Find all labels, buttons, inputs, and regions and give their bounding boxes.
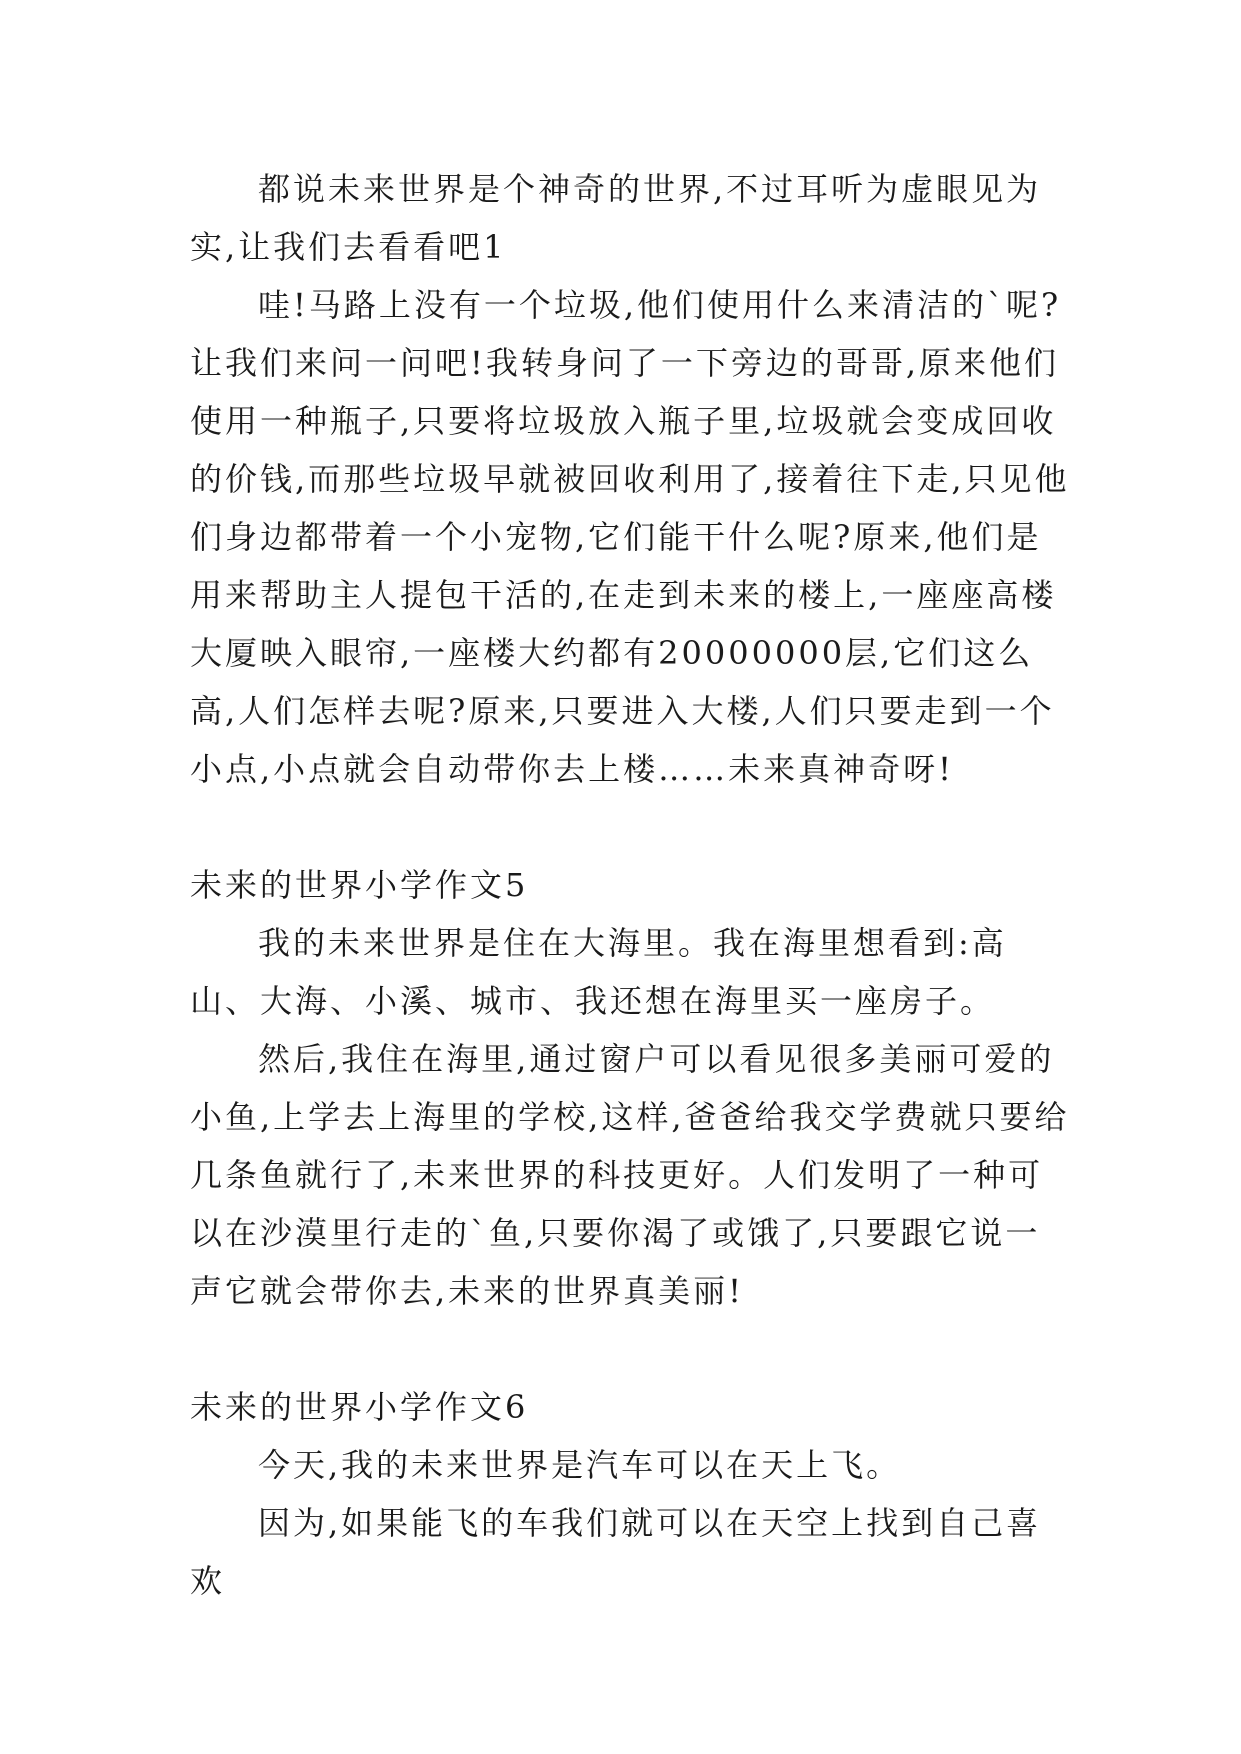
paragraph: 今天,我的未来世界是汽车可以在天上飞。 bbox=[258, 1446, 902, 1484]
paragraph: 都说未来世界是个神奇的世界,不过耳听为虚眼见为实,让我们去看看吧1 bbox=[190, 170, 1042, 266]
document-body bbox=[190, 160, 1070, 1610]
section-heading: 未来的世界小学作文6 bbox=[190, 1388, 529, 1426]
paragraph: 哇!马路上没有一个垃圾,他们使用什么来清洁的`呢?让我们来问一问吧!我转身问了一下旁边的哥哥,原来他们使用一种瓶子,只要将垃圾放入瓶子里,垃圾就会变成回收的价钱,而那些垃圾早就被回收利用了,接着往下走,只见他们身边都带着一个小宠物,它们能干什么呢?原来,他们是用来帮助主人提包干活的,在走到未来的楼上,一座座高楼大厦映入眼帘,一座楼大约都有20000000层,它们这么高,人们怎样去呢?原来,只要进入大楼,人们只要走到一个小点,小点就会自动带你去上楼……未来真神奇呀! bbox=[190, 286, 1070, 788]
paragraph: 然后,我住在海里,通过窗户可以看见很多美丽可爱的小鱼,上学去上海里的学校,这样,爸爸给我交学费就只要给几条鱼就行了,未来世界的科技更好。人们发明了一种可以在沙漠里行走的`鱼,只要你渴了或饿了,只要跟它说一声它就会带你去,未来的世界真美丽! bbox=[190, 1040, 1070, 1310]
section-heading: 未来的世界小学作文5 bbox=[190, 866, 529, 904]
paragraph: 因为,如果能飞的车我们就可以在天空上找到自己喜欢 bbox=[190, 1504, 1042, 1600]
paragraph: 我的未来世界是住在大海里。我在海里想看到:高山、大海、小溪、城市、我还想在海里买一座房子。 bbox=[190, 924, 1007, 1020]
